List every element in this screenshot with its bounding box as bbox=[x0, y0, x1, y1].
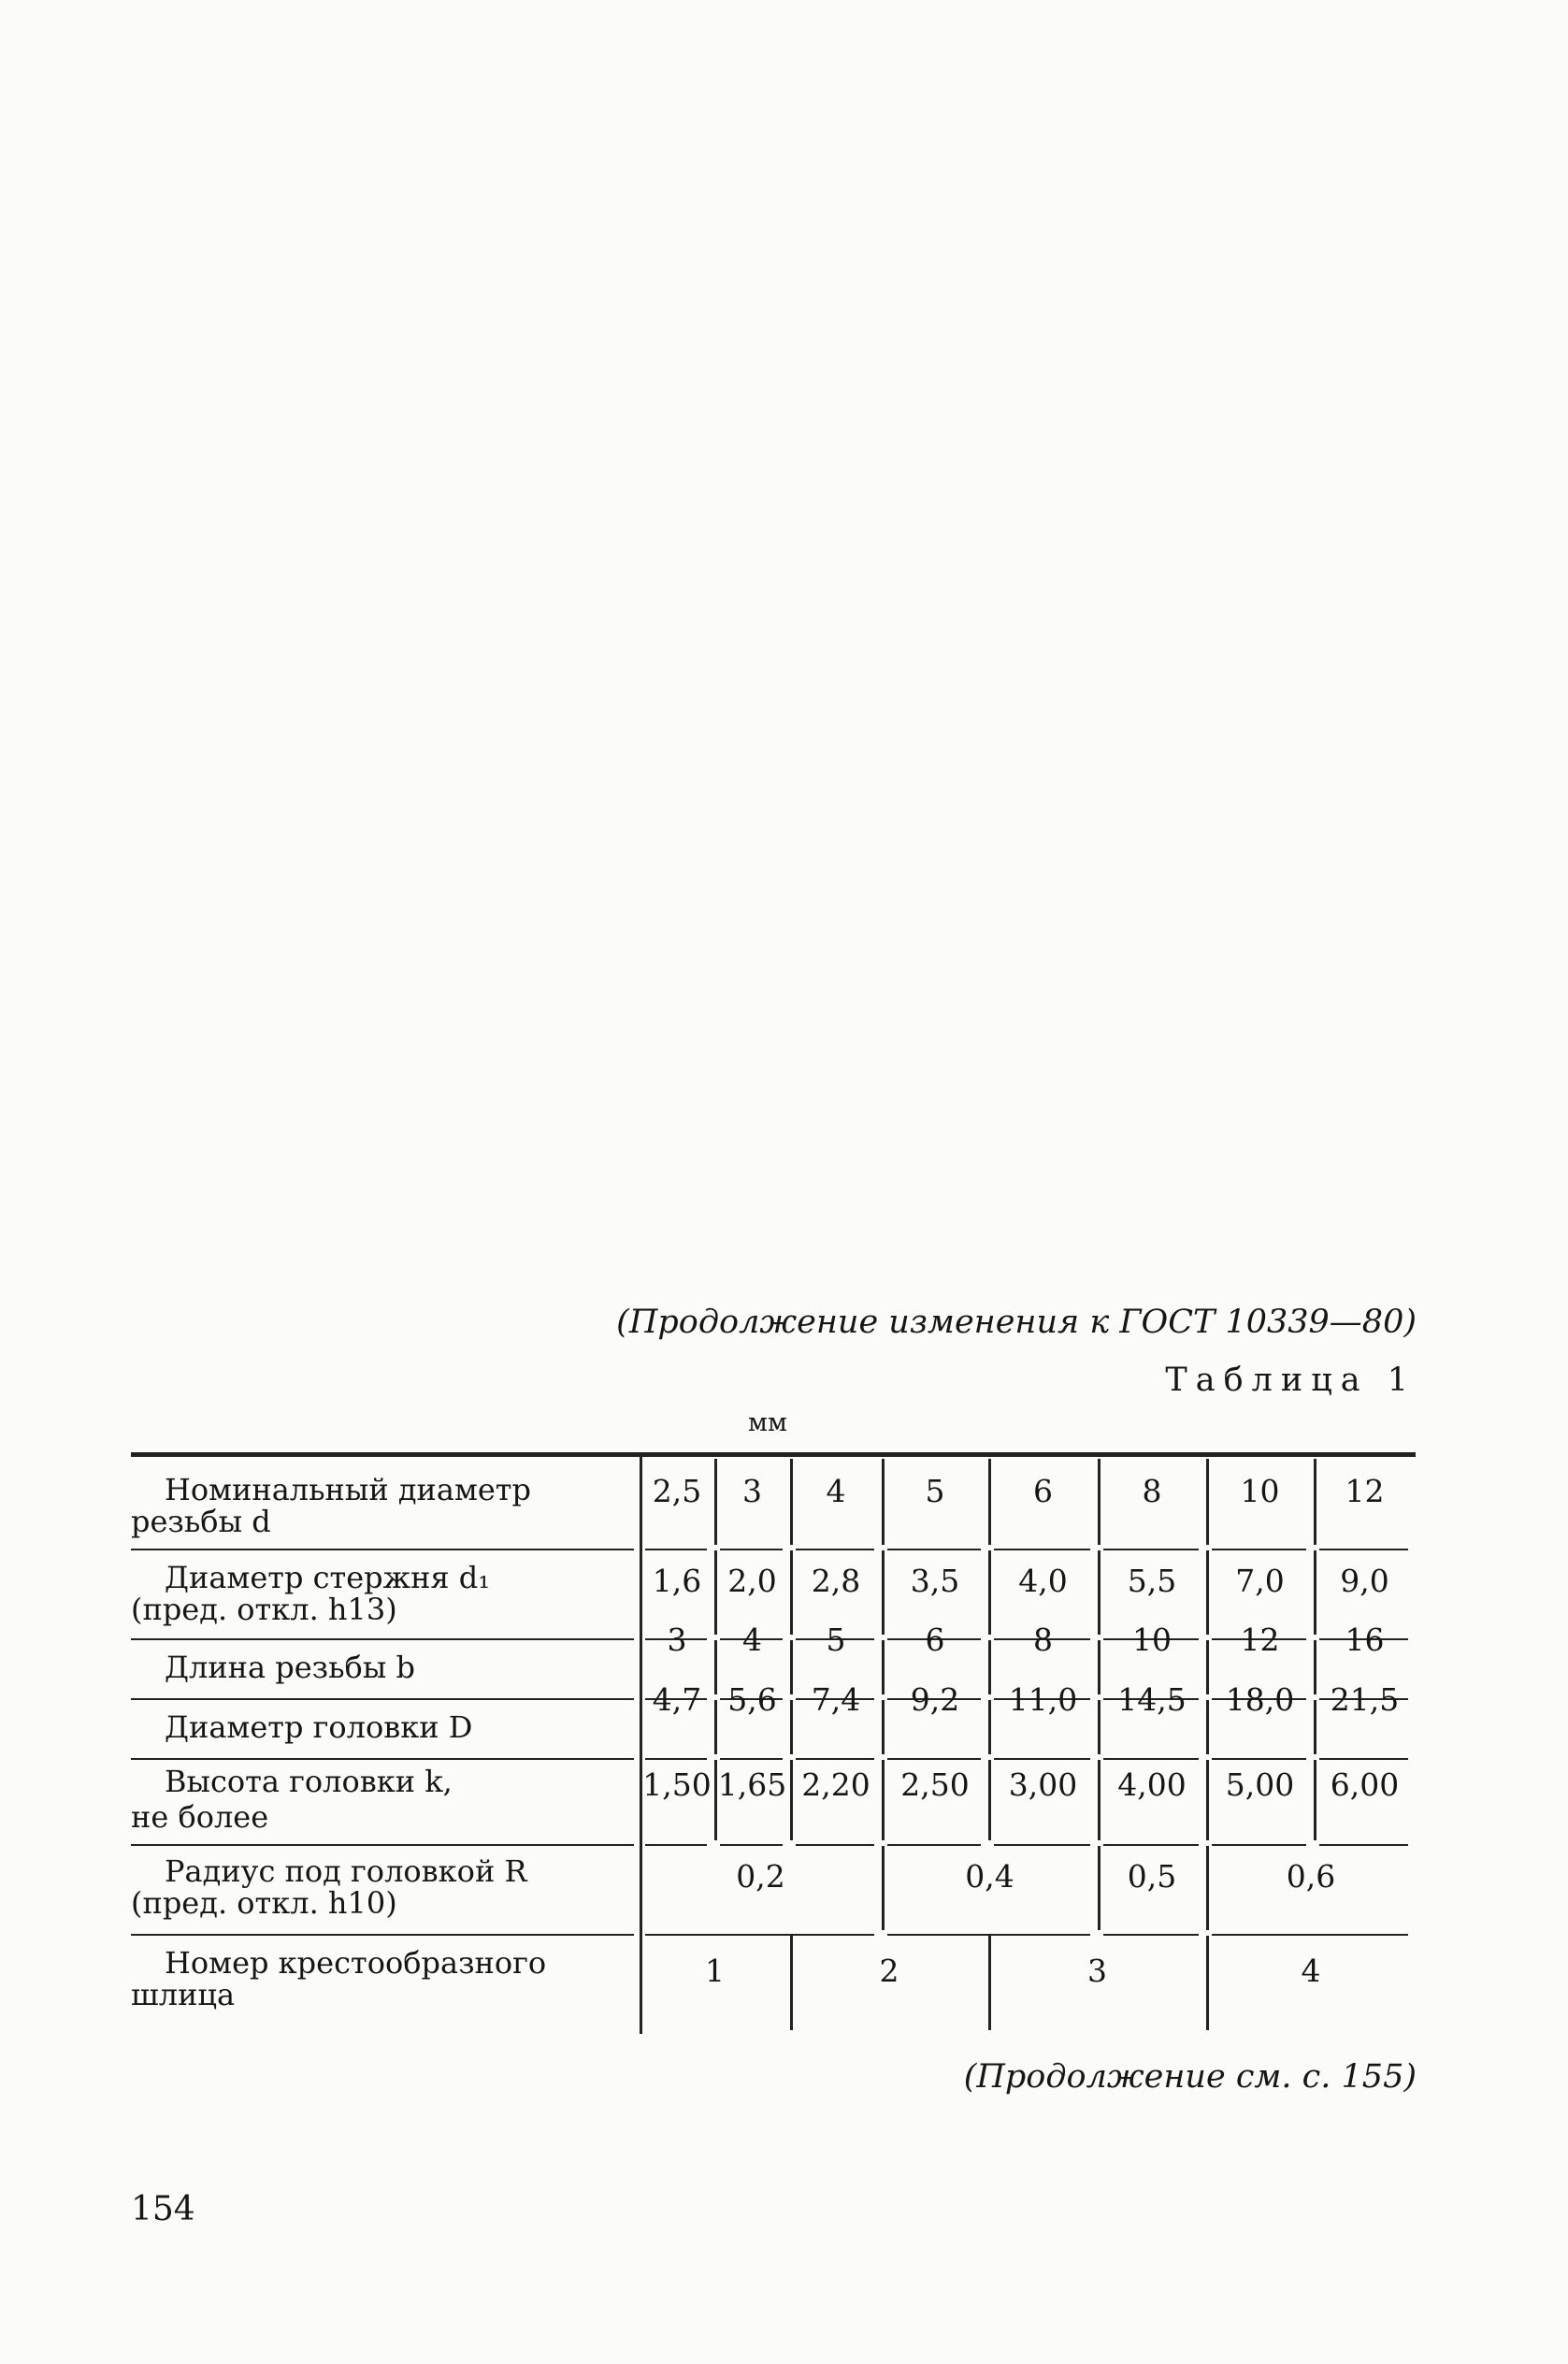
table-cell: 3 bbox=[667, 1622, 687, 1658]
cell-rule bbox=[994, 1844, 1090, 1846]
table-cell: 10 bbox=[1240, 1473, 1280, 1509]
continuation-footer: (Продолжение см. с. 155) bbox=[963, 2058, 1417, 2096]
column-rule bbox=[1098, 1550, 1100, 1635]
column-rule bbox=[1206, 1550, 1209, 1635]
column-rule bbox=[1314, 1459, 1316, 1545]
column-rule bbox=[1098, 1459, 1100, 1545]
cell-rule bbox=[1319, 1758, 1408, 1760]
table-cell: 1,65 bbox=[717, 1766, 787, 1803]
column-rule bbox=[882, 1459, 885, 1545]
table-cell: 12 bbox=[1345, 1473, 1385, 1509]
table-cell: 1,6 bbox=[652, 1563, 702, 1599]
cell-rule bbox=[1103, 1549, 1199, 1550]
cell-rule bbox=[1212, 1549, 1306, 1550]
row-rule bbox=[131, 1934, 634, 1936]
row-rule bbox=[131, 1844, 634, 1846]
column-rule bbox=[988, 1936, 991, 2030]
table-cell: 2 bbox=[879, 1953, 899, 1989]
table-cell: 5 bbox=[925, 1473, 945, 1509]
column-rule bbox=[714, 1640, 717, 1694]
column-rule bbox=[1314, 1760, 1316, 1840]
column-rule bbox=[882, 1700, 885, 1754]
table-title: Таблица 1 bbox=[1165, 1362, 1417, 1399]
unit-label: мм bbox=[748, 1408, 788, 1437]
table-cell: 0,5 bbox=[1127, 1858, 1177, 1895]
row-label-text: резьбы d bbox=[131, 1504, 271, 1539]
row-label-text: Номинальный диаметр bbox=[165, 1472, 531, 1507]
row-label-text: Диаметр головки D bbox=[165, 1709, 473, 1745]
table-cell: 6 bbox=[1033, 1473, 1053, 1509]
column-rule bbox=[988, 1760, 991, 1840]
table-cell: 3,5 bbox=[910, 1563, 960, 1599]
column-rule bbox=[1098, 1640, 1100, 1694]
table-cell: 4 bbox=[1301, 1953, 1321, 1989]
cell-rule bbox=[887, 1844, 981, 1846]
column-rule bbox=[882, 1640, 885, 1694]
table-cell: 9,2 bbox=[910, 1681, 960, 1718]
table-cell: 7,0 bbox=[1235, 1563, 1285, 1599]
cell-rule bbox=[887, 1758, 981, 1760]
row-label bbox=[131, 1799, 268, 1835]
row-rule bbox=[131, 1549, 634, 1550]
table-cell: 5 bbox=[826, 1622, 846, 1658]
column-rule bbox=[714, 1700, 717, 1754]
cell-rule bbox=[796, 1758, 874, 1760]
cell-rule bbox=[645, 1844, 707, 1846]
column-rule bbox=[1206, 1760, 1209, 1840]
row-label bbox=[131, 1885, 397, 1921]
table-cell: 12 bbox=[1240, 1622, 1280, 1658]
row-label bbox=[131, 1977, 235, 2012]
column-rule bbox=[1098, 1700, 1100, 1754]
table-cell: 2,8 bbox=[811, 1563, 861, 1599]
cell-rule bbox=[994, 1549, 1090, 1550]
table-cell: 4,00 bbox=[1117, 1766, 1187, 1803]
row-label-text: шлица bbox=[131, 1977, 236, 2012]
column-rule bbox=[1314, 1700, 1316, 1754]
table-cell: 14,5 bbox=[1117, 1681, 1187, 1718]
column-rule bbox=[1206, 1846, 1209, 1930]
column-rule bbox=[1206, 1936, 1209, 2030]
row-label bbox=[131, 1853, 527, 1889]
table-cell: 0,4 bbox=[965, 1858, 1014, 1895]
table-cell: 3 bbox=[742, 1473, 762, 1509]
cell-rule bbox=[796, 1549, 874, 1550]
column-rule bbox=[882, 1760, 885, 1840]
table-cell: 21,5 bbox=[1330, 1681, 1400, 1718]
row-label-text: (пред. откл. h10) bbox=[131, 1885, 397, 1921]
cell-rule bbox=[1212, 1934, 1408, 1936]
column-rule bbox=[1098, 1760, 1100, 1840]
table-cell: 7,4 bbox=[811, 1681, 861, 1718]
table-cell: 2,0 bbox=[727, 1563, 777, 1599]
row-label bbox=[131, 1764, 453, 1799]
column-rule bbox=[1206, 1459, 1209, 1545]
row-label bbox=[131, 1560, 490, 1595]
table-cell: 5,6 bbox=[727, 1681, 777, 1718]
column-rule bbox=[790, 1760, 793, 1840]
column-rule bbox=[882, 1550, 885, 1635]
cell-rule bbox=[1103, 1758, 1199, 1760]
row-label bbox=[131, 1472, 531, 1507]
column-rule bbox=[790, 1459, 793, 1545]
column-rule bbox=[988, 1550, 991, 1635]
row-label bbox=[131, 1592, 397, 1627]
table-cell: 3 bbox=[1087, 1953, 1107, 1989]
cell-rule bbox=[1319, 1844, 1408, 1846]
table-left-rule bbox=[640, 1457, 642, 2034]
column-rule bbox=[714, 1459, 717, 1545]
table-cell: 3,00 bbox=[1008, 1766, 1078, 1803]
row-label bbox=[131, 1504, 271, 1539]
row-rule bbox=[131, 1698, 634, 1700]
column-rule bbox=[1098, 1846, 1100, 1930]
table-cell: 9,0 bbox=[1340, 1563, 1389, 1599]
row-label-text: Диаметр стержня d₁ bbox=[165, 1560, 491, 1595]
column-rule bbox=[790, 1700, 793, 1754]
table-cell: 8 bbox=[1033, 1622, 1053, 1658]
table-cell: 0,6 bbox=[1286, 1858, 1336, 1895]
cell-rule bbox=[994, 1758, 1090, 1760]
table-cell: 4,7 bbox=[652, 1681, 702, 1718]
table-cell: 6,00 bbox=[1330, 1766, 1400, 1803]
cell-rule bbox=[645, 1934, 874, 1936]
cell-rule bbox=[1103, 1844, 1199, 1846]
column-rule bbox=[714, 1550, 717, 1635]
table-cell: 8 bbox=[1142, 1473, 1162, 1509]
column-rule bbox=[1314, 1640, 1316, 1694]
row-rule bbox=[131, 1638, 634, 1640]
cell-rule bbox=[720, 1758, 783, 1760]
row-label-text: Высота головки k, bbox=[165, 1764, 453, 1799]
cell-rule bbox=[720, 1549, 783, 1550]
column-rule bbox=[790, 1550, 793, 1635]
row-rule bbox=[131, 1758, 634, 1760]
table-top-rule bbox=[131, 1452, 1416, 1457]
row-label-text: (пред. откл. h13) bbox=[131, 1592, 397, 1627]
row-label-text: Радиус под головкой R bbox=[165, 1853, 527, 1889]
column-rule bbox=[714, 1760, 717, 1840]
table-cell: 2,50 bbox=[900, 1766, 970, 1803]
row-label bbox=[131, 1650, 415, 1685]
column-rule bbox=[988, 1459, 991, 1545]
row-label-text: Длина резьбы b bbox=[165, 1650, 415, 1685]
table-cell: 0,2 bbox=[736, 1858, 785, 1895]
cell-rule bbox=[1103, 1934, 1199, 1936]
cell-rule bbox=[1319, 1549, 1408, 1550]
cell-rule bbox=[720, 1844, 783, 1846]
table-cell: 11,0 bbox=[1008, 1681, 1078, 1718]
row-label bbox=[131, 1945, 546, 1981]
column-rule bbox=[1314, 1550, 1316, 1635]
row-label-text: Номер крестообразного bbox=[165, 1945, 547, 1981]
table-cell: 10 bbox=[1132, 1622, 1172, 1658]
row-label-text: не более bbox=[131, 1799, 269, 1835]
table-cell: 4 bbox=[826, 1473, 846, 1509]
table-cell: 2,5 bbox=[652, 1473, 702, 1509]
column-rule bbox=[1206, 1640, 1209, 1694]
column-rule bbox=[790, 1936, 793, 2030]
table-cell: 4 bbox=[742, 1622, 762, 1658]
cell-rule bbox=[796, 1844, 874, 1846]
cell-rule bbox=[1212, 1758, 1306, 1760]
cell-rule bbox=[645, 1549, 707, 1550]
table-cell: 5,00 bbox=[1225, 1766, 1295, 1803]
cell-rule bbox=[887, 1549, 981, 1550]
row-label bbox=[131, 1709, 472, 1745]
table-cell: 1,50 bbox=[642, 1766, 712, 1803]
table-cell: 18,0 bbox=[1225, 1681, 1295, 1718]
table-cell: 6 bbox=[925, 1622, 945, 1658]
column-rule bbox=[1206, 1700, 1209, 1754]
table-cell: 4,0 bbox=[1018, 1563, 1068, 1599]
page-number: 154 bbox=[131, 2190, 195, 2228]
table-cell: 16 bbox=[1345, 1622, 1385, 1658]
continuation-header: (Продолжение изменения к ГОСТ 10339—80) bbox=[616, 1304, 1417, 1341]
table-cell: 5,5 bbox=[1127, 1563, 1177, 1599]
table-cell: 2,20 bbox=[801, 1766, 870, 1803]
column-rule bbox=[882, 1846, 885, 1930]
column-rule bbox=[790, 1640, 793, 1694]
cell-rule bbox=[1212, 1844, 1306, 1846]
table-cell: 1 bbox=[705, 1953, 725, 1989]
cell-rule bbox=[645, 1758, 707, 1760]
column-rule bbox=[988, 1700, 991, 1754]
column-rule bbox=[988, 1640, 991, 1694]
